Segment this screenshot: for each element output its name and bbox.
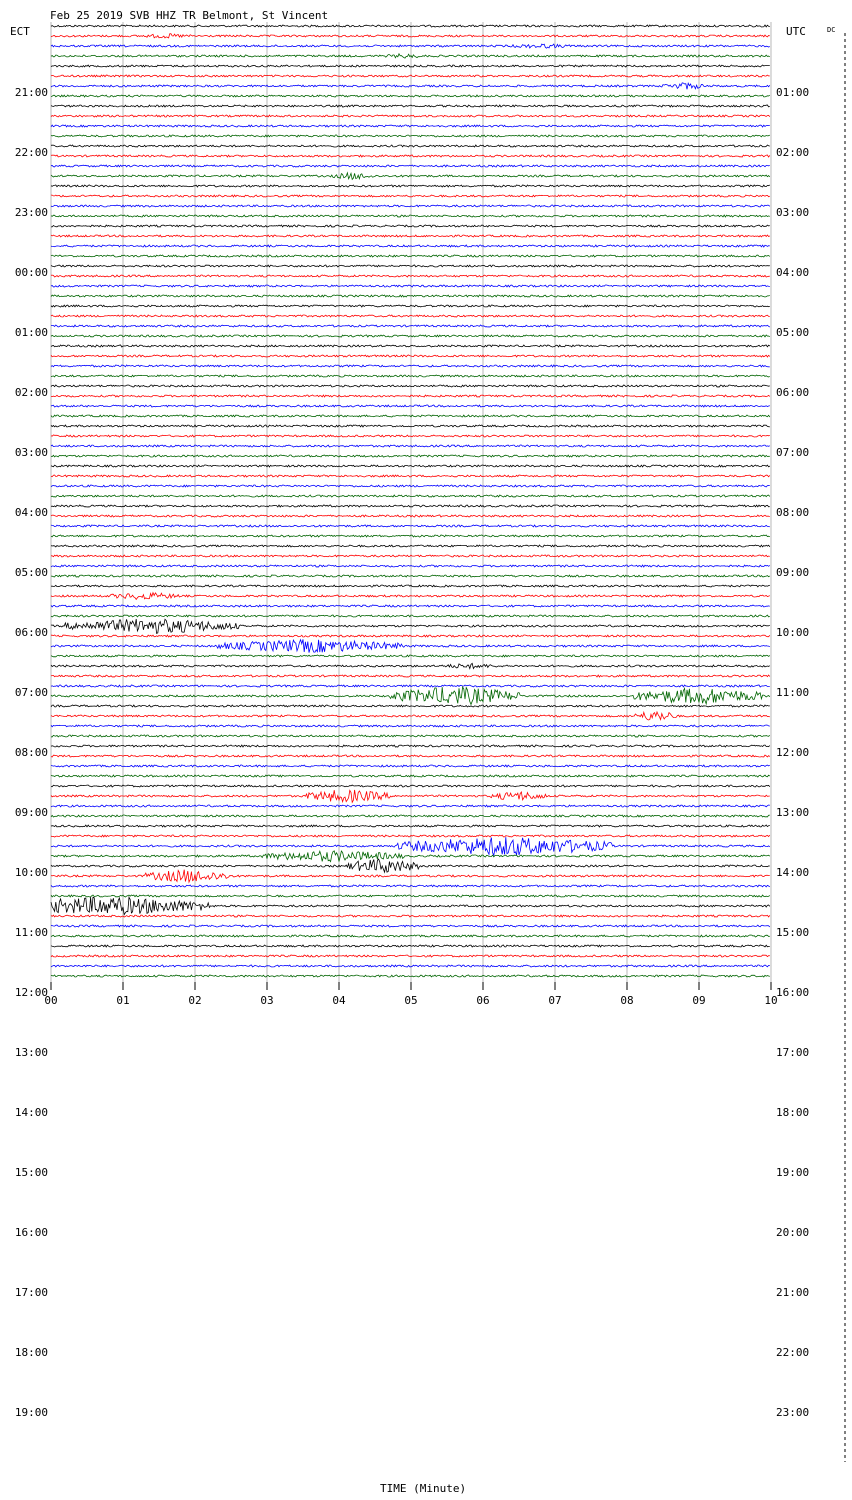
trace-line [51,535,770,537]
trace-line [51,525,770,527]
trace-line [51,835,770,837]
right-hour-label: 21:00 [776,1286,810,1299]
trace-line [51,415,770,417]
trace-line [51,935,770,937]
trace-line [51,870,770,882]
trace-line [51,345,770,347]
left-hour-label: 01:00 [14,326,48,339]
trace-line [51,285,770,287]
left-hour-label: 10:00 [14,866,48,879]
right-hour-label: 15:00 [776,926,810,939]
trace-line [51,235,770,237]
trace-line [51,705,770,707]
trace-line [51,465,770,467]
x-tick-label: 03 [260,994,274,1007]
trace-line [51,325,770,327]
trace-line [51,355,770,357]
trace-line [51,955,770,957]
trace-line [51,455,770,457]
trace-line [51,555,770,557]
trace-line [51,125,770,127]
right-hour-label: 22:00 [776,1346,810,1359]
trace-line [51,335,770,337]
trace-line [51,44,770,48]
trace-line [51,365,770,367]
right-hour-label: 07:00 [776,446,810,459]
trace-line [51,435,770,437]
left-hour-label: 22:00 [14,146,48,159]
left-hour-label: 23:00 [14,206,48,219]
trace-line [51,215,770,217]
x-tick-label: 08 [620,994,634,1007]
trace-line [51,925,770,927]
trace-line [51,54,770,58]
x-tick-label: 02 [188,994,202,1007]
trace-line [51,515,770,517]
right-hour-label: 13:00 [776,806,810,819]
trace-line [51,505,770,507]
left-hour-label: 21:00 [14,86,48,99]
x-tick-label: 09 [692,994,706,1007]
dc-label: DC [827,26,836,34]
left-hour-label: 02:00 [14,386,48,399]
left-hour-label: 16:00 [14,1226,48,1239]
left-hour-label: 00:00 [14,266,48,279]
trace-line [51,385,770,387]
trace-line [51,755,770,757]
left-hour-label: 12:00 [14,986,48,999]
chart-title: Feb 25 2019 SVB HHZ TR Belmont, St Vincent [50,9,329,22]
trace-line [51,575,770,577]
x-tick-label: 10 [764,994,778,1007]
trace-line [51,545,770,547]
trace-line [51,25,770,27]
trace-line [51,265,770,267]
left-hour-label: 14:00 [14,1106,48,1119]
trace-line [51,775,770,777]
trace-line [51,95,770,97]
trace-line [51,565,770,567]
trace-line [51,859,770,872]
trace-line [51,765,770,767]
right-hour-label: 20:00 [776,1226,810,1239]
x-tick-label: 04 [332,994,346,1007]
trace-line [51,895,770,897]
right-hour-label: 23:00 [776,1406,810,1419]
left-hour-label: 07:00 [14,686,48,699]
trace-line [51,885,770,887]
right-hour-label: 05:00 [776,326,810,339]
right-hour-label: 19:00 [776,1166,810,1179]
trace-line [51,83,770,90]
trace-line [51,395,770,397]
right-hour-label: 18:00 [776,1106,810,1119]
right-hour-label: 09:00 [776,566,810,579]
left-hour-label: 04:00 [14,506,48,519]
trace-line [51,975,770,977]
left-hour-label: 17:00 [14,1286,48,1299]
trace-line [51,837,770,855]
right-hour-label: 16:00 [776,986,810,999]
trace-line [51,965,770,967]
trace-line [51,475,770,477]
right-hour-label: 06:00 [776,386,810,399]
trace-line [51,225,770,227]
trace-line [51,195,770,197]
trace-line [51,275,770,277]
trace-line [51,445,770,447]
right-timezone-label: UTC [786,25,806,38]
left-timezone-label: ECT [10,25,30,38]
trace-line [51,405,770,407]
trace-line [51,34,770,38]
trace-line [51,173,770,180]
trace-line [51,745,770,747]
right-hour-label: 11:00 [776,686,810,699]
trace-line [51,897,770,915]
trace-line [51,585,770,587]
trace-line [51,851,770,862]
seismic-traces [51,25,770,977]
left-hour-label: 08:00 [14,746,48,759]
right-hour-label: 04:00 [776,266,810,279]
trace-line [51,790,770,802]
trace-line [51,185,770,187]
x-axis-title: TIME (Minute) [380,1482,467,1495]
trace-line [51,315,770,317]
trace-line [51,295,770,297]
trace-line [51,245,770,247]
trace-line [51,425,770,427]
right-hour-label: 12:00 [776,746,810,759]
left-hour-label: 19:00 [14,1406,48,1419]
x-tick-label: 07 [548,994,562,1007]
right-hour-label: 03:00 [776,206,810,219]
left-hour-label: 11:00 [14,926,48,939]
trace-line [51,155,770,157]
trace-line [51,605,770,607]
x-tick-label: 01 [116,994,130,1007]
left-hour-label: 09:00 [14,806,48,819]
trace-line [51,635,770,637]
trace-line [51,825,770,827]
trace-line [51,945,770,947]
trace-line [51,663,770,668]
trace-line [51,105,770,107]
right-hour-labels [776,86,809,1419]
trace-line [51,655,770,657]
trace-line [51,145,770,147]
trace-line [51,135,770,137]
trace-line [51,255,770,257]
right-hour-label: 02:00 [776,146,810,159]
left-hour-label: 18:00 [14,1346,48,1359]
trace-line [51,375,770,377]
right-hour-label: 14:00 [776,866,810,879]
trace-line [51,685,770,687]
trace-line [51,593,770,600]
trace-line [51,619,770,633]
left-hour-label: 05:00 [14,566,48,579]
trace-line [51,165,770,167]
right-hour-label: 17:00 [776,1046,810,1059]
trace-line [51,725,770,727]
trace-line [51,675,770,677]
trace-line [51,205,770,207]
left-hour-label: 13:00 [14,1046,48,1059]
x-tick-label: 05 [404,994,418,1007]
right-hour-label: 10:00 [776,626,810,639]
trace-line [51,485,770,487]
right-hour-label: 01:00 [776,86,810,99]
trace-line [51,75,770,77]
trace-line [51,735,770,737]
right-hour-label: 08:00 [776,506,810,519]
trace-line [51,785,770,787]
trace-line [51,615,770,617]
left-hour-labels [15,86,48,1419]
trace-line [51,915,770,917]
trace-line [51,712,770,720]
left-hour-label: 15:00 [14,1166,48,1179]
trace-line [51,65,770,67]
x-tick-label: 00 [44,994,58,1007]
x-axis [44,982,777,1007]
trace-line [51,115,770,117]
x-tick-label: 06 [476,994,490,1007]
trace-line [51,805,770,807]
trace-line [51,305,770,307]
trace-line [51,687,770,705]
trace-line [51,815,770,817]
left-hour-label: 06:00 [14,626,48,639]
left-hour-label: 03:00 [14,446,48,459]
trace-line [51,495,770,497]
trace-line [51,639,770,652]
